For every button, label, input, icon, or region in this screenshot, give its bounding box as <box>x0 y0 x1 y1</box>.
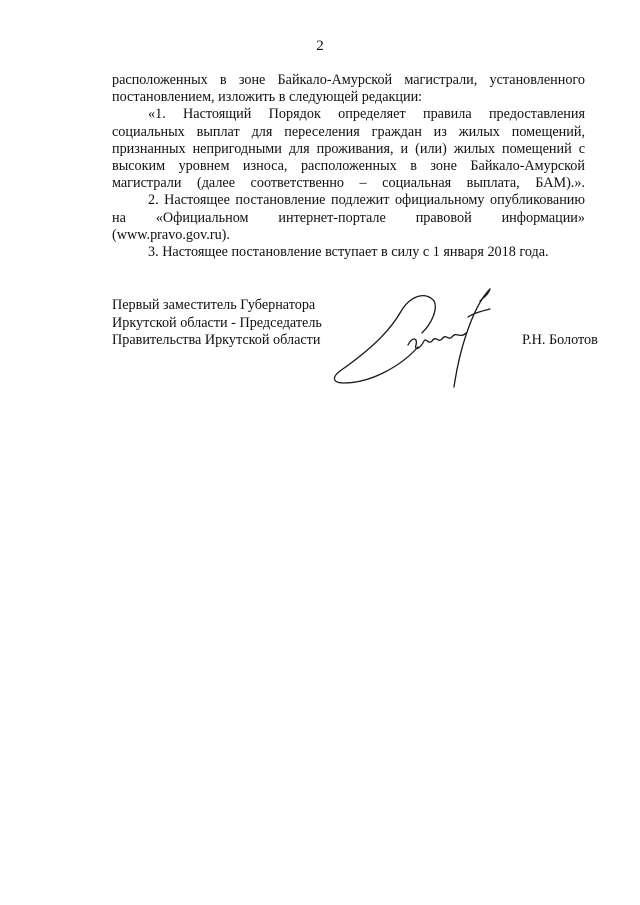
paragraph-point-3: 3. Настоящее постановление вступает в силу с 1 января 2018 года. <box>148 244 549 261</box>
signatory-name: Р.Н. Болотов <box>522 332 598 348</box>
document-body <box>112 72 585 261</box>
signatory-position-line-2: Иркутской области - Председатель <box>112 314 322 331</box>
paragraph-intro: расположенных в зоне Байкало-Амурской магистрали, установленного постановлением, изложить в следующей редакции: <box>112 72 585 106</box>
page-number: 2 <box>316 38 324 54</box>
signatory-position-line-1: Первый заместитель Губернатора <box>112 297 316 313</box>
signatory-position-line-3: Правительства Иркутской области <box>112 332 321 349</box>
paragraph-point-1: «1. Настоящий Порядок определяет правила предоставления социальных выплат для переселения граждан из жилых помещений, признанных непригодными для проживания, и (или) жилых помещений с высоким уровнем износа, расположенных в зоне Байкало-Амурской магистрали (далее соответственно – социальная выплата, БАМ).». <box>112 106 585 192</box>
paragraph-point-2: 2. Настоящее постановление подлежит официальному опубликованию на «Официальном интернет-портале правовой информации» (www.pravo.gov.ru). <box>112 192 585 243</box>
signatory-position <box>112 297 322 350</box>
handwritten-signature <box>330 283 500 395</box>
